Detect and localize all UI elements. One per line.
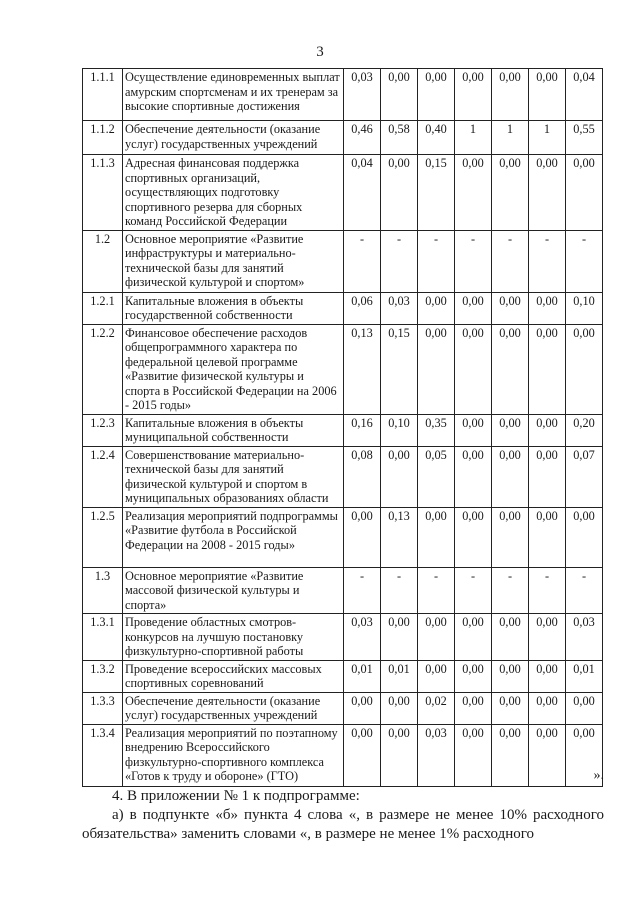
value-cell: 0,00 (566, 155, 603, 231)
table-body (83, 69, 603, 787)
value-cell: 0,03 (344, 614, 381, 661)
value-cell: 0,00 (455, 414, 492, 446)
table-row (83, 446, 603, 507)
value-cell: 0,03 (418, 724, 455, 786)
value-cell: 0,00 (381, 446, 418, 507)
row-name: Капитальные вложения в объекты муниципальной собственности (123, 414, 344, 446)
value-cell: 0,35 (418, 414, 455, 446)
value-cell: 0,00 (455, 446, 492, 507)
value-cell: 0,00 (492, 446, 529, 507)
row-number: 1.3 (83, 567, 123, 614)
value-cell: - (566, 230, 603, 292)
value-cell: 0,00 (492, 324, 529, 414)
table-row (83, 567, 603, 614)
value-cell: 0,46 (344, 121, 381, 155)
value-cell: 0,00 (529, 446, 566, 507)
value-cell: 0,00 (418, 69, 455, 121)
value-cell: 0,00 (529, 324, 566, 414)
value-cell: 0,00 (529, 692, 566, 724)
value-cell: 0,00 (492, 692, 529, 724)
value-cell: 0,00 (455, 292, 492, 324)
value-cell: - (529, 230, 566, 292)
table-row (83, 660, 603, 692)
value-cell: 0,00 (344, 507, 381, 567)
value-cell: 0,00 (418, 660, 455, 692)
value-cell: 0,06 (344, 292, 381, 324)
value-cell: 1 (529, 121, 566, 155)
value-cell: 0,02 (418, 692, 455, 724)
value-cell: 0,00 (529, 614, 566, 661)
value-cell: 0,00 (566, 507, 603, 567)
value-cell: 0,00 (529, 69, 566, 121)
value-cell: - (455, 230, 492, 292)
row-name: Адресная финансовая поддержка спортивных организаций, осуществляющих подготовку спортивного резерва для сборных команд Российской Федерации (123, 155, 344, 231)
value-cell: 0,03 (344, 69, 381, 121)
indicators-table (82, 68, 603, 787)
value-cell: 0,00 (492, 414, 529, 446)
value-cell: 0,00 (455, 507, 492, 567)
value-cell: - (381, 567, 418, 614)
row-name: Капитальные вложения в объекты государственной собственности (123, 292, 344, 324)
value-cell: 0,00 (381, 155, 418, 231)
value-cell: - (492, 567, 529, 614)
value-cell: 0,00 (529, 507, 566, 567)
table-row (83, 724, 603, 786)
value-cell: - (492, 230, 529, 292)
value-cell: 0,00 (455, 324, 492, 414)
row-number: 1.2.4 (83, 446, 123, 507)
row-name: Реализация мероприятий подпрограммы «Развитие футбола в Российской Федерации на 2008 - 2015 годы» (123, 507, 344, 567)
table-row (83, 324, 603, 414)
value-cell: 0,00 (381, 69, 418, 121)
row-number: 1.3.4 (83, 724, 123, 786)
row-name: Реализация мероприятий по поэтапному внедрению Всероссийского физкультурно-спортивного комплекса «Готов к труду и обороне» (ГТО) (123, 724, 344, 786)
value-cell: 0,01 (381, 660, 418, 692)
value-cell: 0,40 (418, 121, 455, 155)
value-cell: 0,00 (418, 614, 455, 661)
value-cell: 0,00 (529, 155, 566, 231)
table-row (83, 69, 603, 121)
value-cell: 0,13 (381, 507, 418, 567)
row-number: 1.1.3 (83, 155, 123, 231)
value-cell: 0,04 (566, 69, 603, 121)
value-cell: 0,01 (566, 660, 603, 692)
value-cell: - (381, 230, 418, 292)
row-number: 1.3.1 (83, 614, 123, 661)
paragraph-subitem-a: а) в подпункте «б» пункта 4 слова «, в размере не менее 10% расходного обязательства» заменить словами «, в размере не менее 1% расходного (82, 807, 604, 842)
value-cell: 0,00 (455, 660, 492, 692)
paragraph-item-4: 4. В приложении № 1 к подпрограмме: (112, 788, 360, 804)
value-cell: 0,00 (455, 69, 492, 121)
value-cell: - (455, 567, 492, 614)
row-name: Проведение областных смотров-конкурсов на лучшую постановку физкультурно-спортивной работы (123, 614, 344, 661)
value-cell: 0,00 (418, 324, 455, 414)
table-row (83, 507, 603, 567)
row-number: 1.3.3 (83, 692, 123, 724)
value-cell: 0,00 (344, 692, 381, 724)
value-cell: 0,00 (418, 507, 455, 567)
value-cell: 0,10 (381, 414, 418, 446)
value-cell: 0,05 (418, 446, 455, 507)
value-cell: 0,55 (566, 121, 603, 155)
value-cell: 0,00 (344, 724, 381, 786)
value-cell: 0,00 (381, 614, 418, 661)
value-cell: 0,13 (344, 324, 381, 414)
row-number: 1.1.1 (83, 69, 123, 121)
value-cell: 0,00 (492, 155, 529, 231)
value-cell: 0,00 (492, 507, 529, 567)
row-name: Совершенствование материально-технической базы для занятий физической культурой и спортом в муниципальных образованиях области (123, 446, 344, 507)
row-number: 1.2.3 (83, 414, 123, 446)
value-cell: 0,00 (492, 292, 529, 324)
value-cell: 0,15 (381, 324, 418, 414)
value-cell: 0,20 (566, 414, 603, 446)
row-number: 1.2.1 (83, 292, 123, 324)
table-row (83, 292, 603, 324)
value-cell: 0,00 (529, 414, 566, 446)
value-cell: 0,08 (344, 446, 381, 507)
row-name: Проведение всероссийских массовых спортивных соревнований (123, 660, 344, 692)
row-name: Финансовое обеспечение расходов общепрограммного характера по федеральной целевой программе «Развитие физической культуры и спорта в Российской Федерации на 2006 - 2015 годы» (123, 324, 344, 414)
row-name: Основное мероприятие «Развитие инфраструктуры и материально-технической базы для занятий физической культурой и спортом» (123, 230, 344, 292)
table-row (83, 414, 603, 446)
table-row (83, 230, 603, 292)
row-name: Обеспечение деятельности (оказание услуг) государственных учреждений (123, 692, 344, 724)
value-cell: - (529, 567, 566, 614)
value-cell: - (566, 567, 603, 614)
row-name: Основное мероприятие «Развитие массовой физической культуры и спорта» (123, 567, 344, 614)
table-row (83, 614, 603, 661)
value-cell: 0,16 (344, 414, 381, 446)
value-cell: 0,00 (418, 292, 455, 324)
row-number: 1.2 (83, 230, 123, 292)
value-cell: 0,00 (566, 724, 603, 786)
value-cell: 0,15 (418, 155, 455, 231)
row-name: Осуществление единовременных выплат амурским спортсменам и их тренерам за высокие спортивные достижения (123, 69, 344, 121)
row-name: Обеспечение деятельности (оказание услуг) государственных учреждений (123, 121, 344, 155)
value-cell: 0,03 (381, 292, 418, 324)
value-cell: 0,00 (381, 724, 418, 786)
value-cell: 0,00 (492, 69, 529, 121)
value-cell: 0,00 (529, 660, 566, 692)
value-cell: 0,01 (344, 660, 381, 692)
value-cell: - (418, 230, 455, 292)
value-cell: 0,00 (455, 155, 492, 231)
table-row (83, 155, 603, 231)
value-cell: 0,00 (566, 324, 603, 414)
value-cell: 0,00 (529, 724, 566, 786)
closing-quote: ». (593, 768, 604, 783)
value-cell: 0,58 (381, 121, 418, 155)
value-cell: 0,00 (492, 660, 529, 692)
value-cell: 0,00 (566, 692, 603, 724)
value-cell: 0,03 (566, 614, 603, 661)
table-row (83, 121, 603, 155)
value-cell: 1 (455, 121, 492, 155)
value-cell: 0,00 (492, 724, 529, 786)
value-cell: - (344, 567, 381, 614)
value-cell: 0,00 (529, 292, 566, 324)
row-number: 1.1.2 (83, 121, 123, 155)
table-row (83, 692, 603, 724)
value-cell: 0,04 (344, 155, 381, 231)
value-cell: 0,00 (455, 724, 492, 786)
row-number: 1.3.2 (83, 660, 123, 692)
row-number: 1.2.2 (83, 324, 123, 414)
value-cell: 0,00 (455, 692, 492, 724)
value-cell: 0,00 (492, 614, 529, 661)
value-cell: 1 (492, 121, 529, 155)
value-cell: - (418, 567, 455, 614)
value-cell: 0,07 (566, 446, 603, 507)
value-cell: - (344, 230, 381, 292)
value-cell: 0,00 (455, 614, 492, 661)
row-number: 1.2.5 (83, 507, 123, 567)
value-cell: 0,00 (381, 692, 418, 724)
page-number: 3 (316, 44, 324, 60)
value-cell: 0,10 (566, 292, 603, 324)
